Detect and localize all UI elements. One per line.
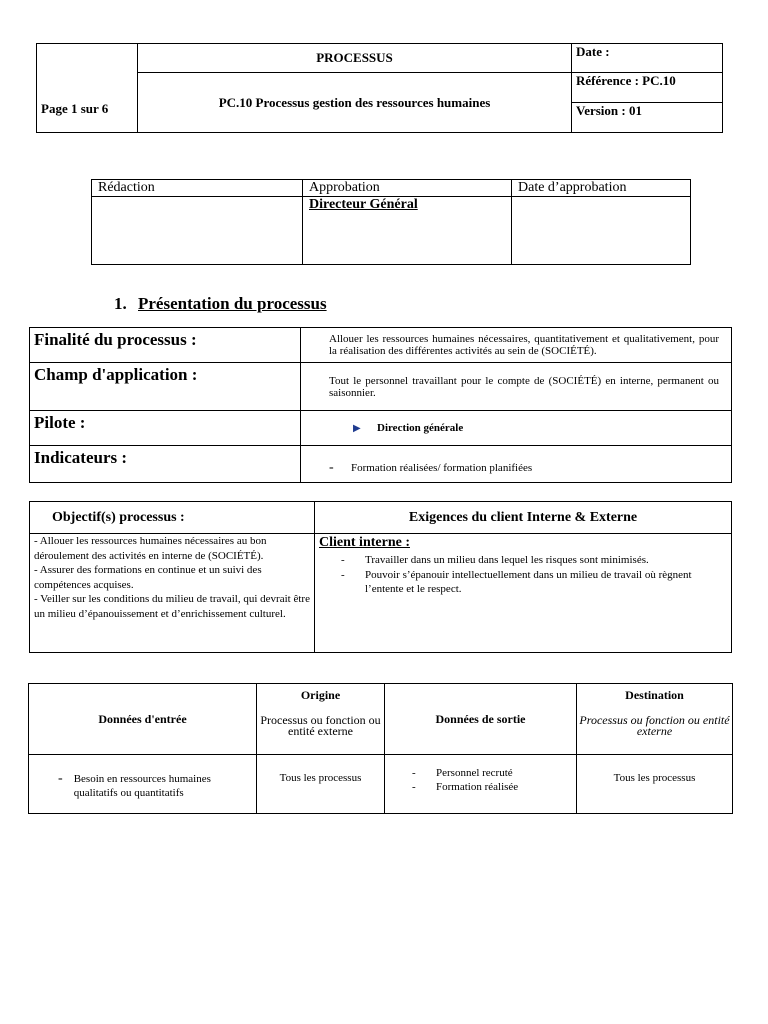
dash-bullet: - <box>58 771 63 786</box>
destination-subtitle: Processus ou fonction ou entité externe <box>579 713 730 738</box>
redaction-cell <box>92 197 303 265</box>
sortie-cell <box>385 755 577 814</box>
indicateurs-value: Formation réalisées/ formation planifiées <box>351 462 533 474</box>
destination-value: Tous les processus <box>577 755 733 814</box>
champ-value: Tout le personnel travaillant pour le compte de (SOCIÉTÉ) en interne, permanent ou saisonnier. <box>301 363 732 411</box>
pilote-value-cell <box>301 411 732 446</box>
header-version: Version : 01 <box>576 103 642 118</box>
destination-header <box>577 684 733 755</box>
origine-header <box>257 684 385 755</box>
data-flow-table <box>28 683 733 814</box>
dash-bullet: - <box>329 460 334 475</box>
logo-cell <box>37 44 138 133</box>
exigence-item: - Travailler dans un milieu dans lequel les risques sont minimisés. <box>341 553 727 568</box>
header-ref-version <box>572 73 723 133</box>
process-title: PC.10 Processus gestion des ressources humaines <box>218 94 491 110</box>
origine-subtitle: Processus ou fonction ou entité externe <box>260 713 381 738</box>
origine-value: Tous les processus <box>257 755 385 814</box>
sortie-header: Données de sortie <box>385 684 577 755</box>
exigences-cell <box>315 534 732 653</box>
header-reference: Référence : PC.10 <box>572 73 722 103</box>
col-approbation: Approbation <box>303 180 512 197</box>
page-number: Page 1 sur 6 <box>41 101 109 116</box>
header-processus: PROCESSUS <box>138 44 572 73</box>
exigences-list <box>319 553 727 597</box>
exigence-item: - Pouvoir s’épanouir intellectuellement dans un milieu de travail où règnent l’entente et le respect. <box>341 568 727 597</box>
arrow-bullet-icon: ▶ <box>353 423 361 434</box>
origine-title: Origine <box>300 688 341 702</box>
entree-value: Besoin en ressources humaines qualitatifs ou quantitatifs <box>73 773 211 799</box>
col-redaction: Rédaction <box>92 180 303 197</box>
sortie-item: - Personnel recruté <box>412 767 513 779</box>
objectifs-header: Objectif(s) processus : <box>30 502 315 534</box>
objectifs-list <box>30 534 315 653</box>
date-approbation-cell <box>512 197 691 265</box>
header-title <box>138 73 572 133</box>
entree-header: Données d'entrée <box>29 684 257 755</box>
sortie-item: - Formation réalisée <box>412 781 519 793</box>
objectif-item: - Allouer les ressources humaines nécessaires au bon déroulement des activités en interne de (SOCIÉTÉ). <box>34 535 267 562</box>
section-number: 1. <box>114 294 127 313</box>
champ-label: Champ d'application : <box>30 363 301 411</box>
entree-cell <box>29 755 257 814</box>
approval-table <box>91 179 691 265</box>
finalite-label: Finalité du processus : <box>30 328 301 363</box>
objectif-item: - Veiller sur les conditions du milieu de travail, qui devrait être un milieu d’épanouissement et d’enrichissement culturel. <box>34 593 310 620</box>
pilote-label: Pilote : <box>30 411 301 446</box>
approbation-cell <box>303 197 512 265</box>
document-header <box>36 43 723 133</box>
approver-name: Directeur Général <box>309 197 418 212</box>
indicateurs-label: Indicateurs : <box>30 446 301 483</box>
section-title: Présentation du processus <box>138 294 327 313</box>
exigences-header: Exigences du client Interne & Externe <box>315 502 732 534</box>
header-date: Date : <box>572 44 723 73</box>
finalite-value: Allouer les ressources humaines nécessaires, quantitativement et qualitativement, pour la réalisation des différentes activités au sein de (SOCIÉTÉ). <box>301 328 732 363</box>
section-heading <box>114 294 327 314</box>
indicateurs-value-cell <box>301 446 732 483</box>
objectif-item: - Assurer des formations en continue et un suivi des compétences acquises. <box>34 564 262 591</box>
presentation-table <box>29 327 732 483</box>
pilote-value: Direction générale <box>377 422 464 434</box>
destination-title: Destination <box>625 688 684 702</box>
client-interne-heading: Client interne : <box>319 535 410 550</box>
col-date-approbation: Date d’approbation <box>512 180 691 197</box>
objectives-table <box>29 501 732 653</box>
